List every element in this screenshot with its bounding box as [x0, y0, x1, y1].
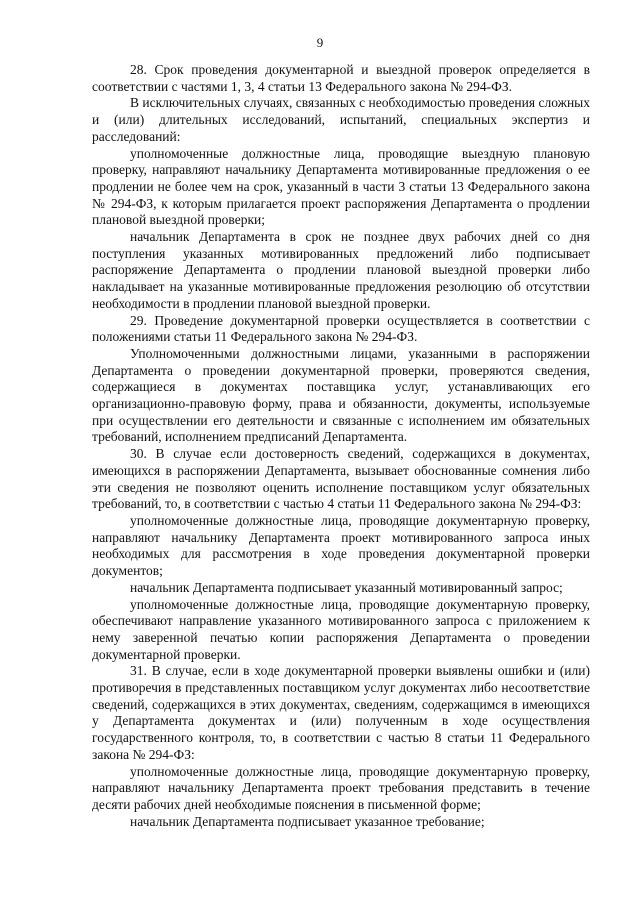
paragraph-31: 31. В случае, если в ходе документарной проверки выявлены ошибки и (или) противоречия в представленных поставщиком услуг документах либо несоответствие сведений, содержащихся в этих документах, сведениям, содержащимся в имеющихся у Департамента документах и (или) полученным в ходе осуществления государственного контроля, то, в соответствии с частью 8 статьи 11 Федерального закона № 294-ФЗ: [92, 663, 590, 762]
paragraph-29: 29. Проведение документарной проверки осуществляется в соответствии с положениями статьи 11 Федерального закона № 294-ФЗ. [92, 312, 590, 345]
paragraph-head-signs-requirement: начальник Департамента подписывает указанное требование; [130, 813, 485, 829]
paragraph-officials-requirement-draft: уполномоченные должностные лица, проводящие документарную проверку, направляют начальнику Департамента проект требования представить в течение десяти рабочих дней необходимые пояснения в письменной форме; [92, 763, 590, 812]
paragraph-documents-checked: Уполномоченными должностными лицами, указанными в распоряжении Департамента о проведении документарной проверки, проверяются сведения, содержащиеся в документах поставщика услуг, устанавливающих его организационно-правовую форму, права и обязанности, документы, используемые при осуществлении его деятельности и связанные с исполнением им обязательных требований, исполнением предписаний Департамента. [92, 345, 590, 445]
paragraph-28: 28. Срок проведения документарной и выездной проверок определяется в соответствии с частями 1, 3, 4 статьи 13 Федерального закона № 294-ФЗ. [92, 62, 590, 94]
paragraph-head-signs-request: начальник Департамента подписывает указанный мотивированный запрос; [130, 579, 563, 595]
paragraph-officials-request-draft: уполномоченные должностные лица, проводящие документарную проверку, направляют начальнику Департамента проект мотивированного запроса иных необходимых для рассмотрения в ходе проведения документарной проверки документов; [92, 512, 590, 579]
page-number: 9 [316, 35, 324, 50]
paragraph-head-decision-extension: начальник Департамента в срок не позднее двух рабочих дней со дня поступления указанных мотивированных предложений либо подписывает распоряжение Департамента о продлении плановой выездной проверки либо накладывает на указанные мотивированные предложения резолюцию об отсутствии необходимости в продлении плановой выездной проверки. [92, 229, 590, 311]
paragraph-exceptional-cases: В исключительных случаях, связанных с необходимостью проведения сложных и (или) длительных исследований, испытаний, специальных экспертиз и расследований: [92, 95, 590, 144]
paragraph-officials-send-request: уполномоченные должностные лица, проводящие документарную проверку, обеспечивают направление указанного мотивированного запроса с приложением к нему заверенной печатью копии распоряжения Департамента о проведении документарной проверки. [92, 596, 590, 662]
document-body [92, 62, 590, 830]
paragraph-30: 30. В случае если достоверность сведений, содержащихся в документах, имеющихся в распоряжении Департамента, вызывает обоснованные сомнения либо эти сведения не позволяют оценить исполнение поставщиком услуг обязательных требований, то, в соответствии с частью 4 статьи 11 Федерального закона № 294-ФЗ: [92, 446, 590, 512]
paragraph-officials-extension-proposal: уполномоченные должностные лица, проводящие выездную плановую проверку, направляют начальнику Департамента мотивированные предложения о ее продлении не более чем на срок, указанный в части 3 статьи 13 Федерального закона № 294-ФЗ, к которым прилагается проект распоряжения Департамента о продлении плановой выездной проверки; [92, 145, 590, 228]
